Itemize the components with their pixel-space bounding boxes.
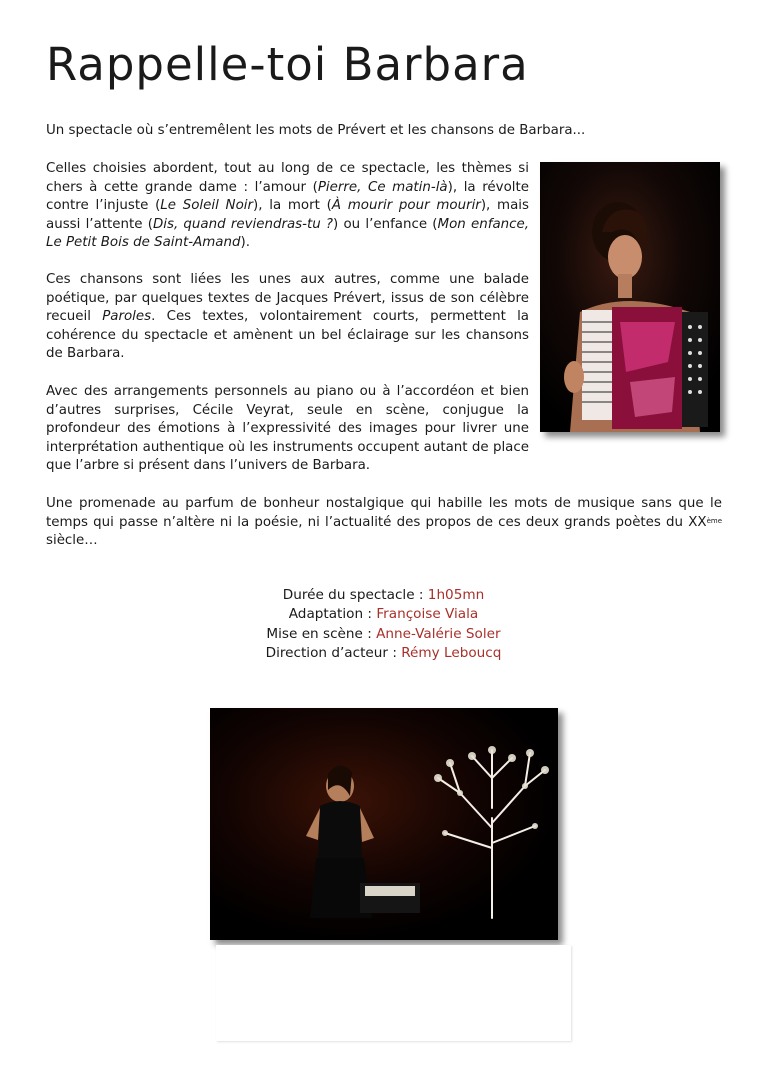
stage-tree-photo <box>210 708 558 940</box>
credit-staging: Mise en scène : Anne-Valérie Soler <box>266 625 501 642</box>
text-segment-8: ) ou l’enfance ( <box>333 216 438 232</box>
credits-block <box>0 586 767 663</box>
page-title: Rappelle-toi Barbara <box>46 38 529 91</box>
credit-direction: Direction d’acteur : Rémy Leboucq <box>265 644 502 661</box>
song-title-9: Mon enfance, Le Petit Bois de Saint-Amand <box>46 216 529 251</box>
credit-adaptation: Adaptation : Françoise Viala <box>288 606 479 623</box>
song-title-1: Pierre, Ce matin-là <box>317 179 448 195</box>
credit-duration: Durée du spectacle : 1h05mn <box>282 587 485 603</box>
promenade-end: siècle… <box>46 533 98 549</box>
century-superscript: ème <box>706 516 722 525</box>
intro-paragraph: Un spectacle où s’entremêlent les mots de Prévert et les chansons de Barbara... <box>46 123 586 138</box>
song-title-5: À mourir pour mourir <box>331 198 481 214</box>
accordion-performer-illustration <box>540 162 720 432</box>
text-segment-2: . Ces textes, volontairement courts, permettent la cohérence du spectacle et amènent un bel éclairage sur les chansons de Barbara. <box>46 309 530 362</box>
arrangements-paragraph: Avec des arrangements personnels au piano ou à l’accordéon et bien d’autres surprises, Cécile Veyrat, seule en scène, conjugue la profondeur des émotions à l’expressivité des images pour livrer une interprétation authentique où les instruments occupent autant de place que l’arbre si présent dans l’univers de Barbara. <box>46 384 529 474</box>
song-title-3: Le Soleil Noir <box>160 198 253 214</box>
promenade-paragraph <box>46 495 722 551</box>
text-segment-2: ), la révolte contre l’injuste ( <box>46 179 529 214</box>
prevert-paragraph <box>46 271 529 364</box>
accordion-performer-photo <box>540 162 720 432</box>
promenade-text: Une promenade au parfum de bonheur nostalgique qui habille les mots de musique sans que le temps qui passe n’altère ni la poésie, ni l’actualité des propos de ces deux grands poètes du XX <box>46 496 722 530</box>
stage-tree-illustration <box>210 708 558 940</box>
empty-image-frame <box>216 945 571 1041</box>
text-segment-0: Celles choisies abordent, tout au long de ce spectacle, les thèmes si chers à cette grande dame : l’amour ( <box>46 161 529 195</box>
text-segment-6: ), mais aussi l’attente ( <box>46 198 529 232</box>
text-segment-0: Ces chansons sont liées les unes aux autres, comme une balade poétique, par quelques textes de Jacques Prévert, issus de son célèbre recueil <box>46 272 529 325</box>
song-title-1: Paroles <box>102 309 152 325</box>
text-segment-4: ), la mort ( <box>253 198 332 214</box>
song-title-7: Dis, quand reviendras-tu ? <box>152 216 334 232</box>
text-segment-10: ). <box>240 235 250 251</box>
themes-paragraph <box>46 160 529 253</box>
